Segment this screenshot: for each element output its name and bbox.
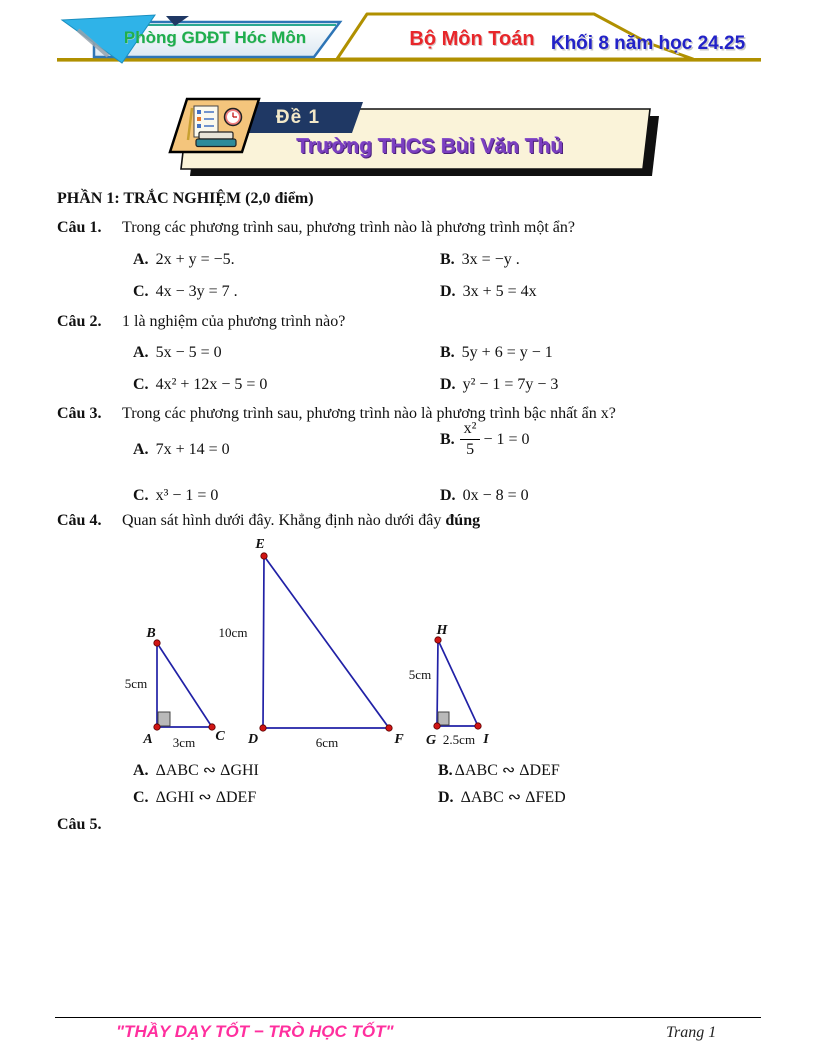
vertex-label-c: C bbox=[215, 729, 225, 744]
vertex-label-b: B bbox=[146, 626, 156, 641]
triangle-edges bbox=[157, 556, 478, 728]
question-4-label: Câu 4. bbox=[57, 512, 102, 529]
subject-banner-label: Bộ Môn Toán bbox=[409, 28, 535, 50]
option-letter: D. bbox=[440, 487, 456, 504]
question-4-option-d bbox=[438, 787, 566, 807]
question-1-option-b bbox=[440, 251, 520, 269]
grade-banner-label: Khối 8 năm học 24.25 bbox=[550, 33, 746, 54]
fraction-numerator: x² bbox=[460, 420, 481, 440]
section-heading: PHẦN 1: TRẮC NGHIỆM (2,0 điểm) bbox=[57, 190, 314, 207]
question-4-option-a bbox=[133, 760, 259, 780]
option-formula: − 1 = 0 bbox=[483, 430, 530, 448]
question-2-option-d bbox=[440, 376, 558, 394]
option-formula: ΔABC ∾ ΔDEF bbox=[454, 762, 560, 779]
option-letter: D. bbox=[438, 789, 454, 806]
right-angle-marker-g bbox=[438, 712, 449, 725]
option-letter: A. bbox=[133, 441, 149, 458]
vertex-dots bbox=[154, 553, 481, 731]
fraction bbox=[460, 420, 481, 460]
option-formula: ΔABC ∾ ΔGHI bbox=[155, 762, 259, 779]
question-4-text-bold: đúng bbox=[445, 512, 481, 529]
side-label-de: 10cm bbox=[218, 625, 248, 640]
option-formula: 4x² + 12x − 5 = 0 bbox=[155, 376, 268, 393]
question-3-option-d bbox=[440, 487, 529, 505]
footer-page-number: Trang 1 bbox=[666, 1024, 717, 1041]
side-label-df: 6cm bbox=[315, 735, 339, 750]
option-formula: y² − 1 = 7y − 3 bbox=[462, 376, 559, 393]
question-2-option-c bbox=[133, 376, 267, 394]
question-2-text: 1 là nghiệm của phương trình nào? bbox=[122, 313, 346, 330]
option-formula: 0x − 8 = 0 bbox=[462, 487, 529, 504]
vertex-label-d: D bbox=[247, 732, 259, 747]
option-letter: C. bbox=[133, 487, 149, 504]
question-2-option-a bbox=[133, 344, 222, 362]
option-formula: ΔABC ∾ ΔFED bbox=[460, 789, 566, 806]
vertex-label-e: E bbox=[255, 537, 265, 552]
question-1-text: Trong các phương trình sau, phương trình nào là phương trình một ẩn? bbox=[122, 219, 575, 236]
option-letter: B. bbox=[440, 344, 455, 361]
vertex-label-f: F bbox=[394, 732, 404, 747]
question-1-option-c bbox=[133, 283, 238, 301]
question-3-text: Trong các phương trình sau, phương trình nào là phương trình bậc nhất ẩn x? bbox=[122, 405, 616, 422]
question-1-option-d bbox=[440, 283, 537, 301]
option-formula: 2x + y = −5. bbox=[155, 251, 235, 268]
question-3-option-c bbox=[133, 487, 218, 505]
side-label-ab: 5cm bbox=[124, 676, 148, 691]
option-letter: C. bbox=[133, 789, 149, 806]
option-formula: 5x − 5 = 0 bbox=[155, 344, 222, 361]
option-letter: B. bbox=[440, 430, 455, 448]
option-formula: ΔGHI ∾ ΔDEF bbox=[155, 789, 257, 806]
option-formula: 5y + 6 = y − 1 bbox=[461, 344, 553, 361]
right-angle-marker-a bbox=[158, 712, 170, 726]
question-3-option-a bbox=[133, 441, 230, 459]
option-formula: x³ − 1 = 0 bbox=[155, 487, 219, 504]
option-letter: D. bbox=[440, 283, 456, 300]
side-label-gh: 5cm bbox=[408, 667, 432, 682]
question-4-option-b bbox=[438, 760, 560, 780]
school-name-label: Trường THCS Bùi Văn Thủ bbox=[296, 135, 564, 158]
question-2-option-b bbox=[440, 344, 553, 362]
question-3-label: Câu 3. bbox=[57, 405, 102, 422]
footer-divider bbox=[55, 1017, 761, 1018]
exam-number-label: Đề 1 bbox=[275, 107, 321, 128]
department-banner-label: Phòng GDĐT Hóc Môn bbox=[123, 28, 307, 47]
question-4-text-main: Quan sát hình dưới đây. Khẳng định nào dưới đây bbox=[122, 512, 446, 529]
side-label-gi: 2.5cm bbox=[442, 732, 476, 747]
question-5-label: Câu 5. bbox=[57, 816, 102, 833]
question-1-option-a bbox=[133, 251, 235, 269]
side-label-ac: 3cm bbox=[172, 735, 196, 750]
question-1-label: Câu 1. bbox=[57, 219, 102, 236]
option-formula: 3x = −y . bbox=[461, 251, 520, 268]
option-letter: B. bbox=[438, 762, 453, 779]
question-3-option-b bbox=[440, 420, 530, 460]
question-4-option-c bbox=[133, 787, 256, 807]
question-2-label: Câu 2. bbox=[57, 313, 102, 330]
footer-motto: "THẦY DẠY TỐT − TRÒ HỌC TỐT" bbox=[116, 1022, 394, 1041]
option-formula: 7x + 14 = 0 bbox=[155, 441, 230, 458]
option-letter: C. bbox=[133, 376, 149, 393]
option-letter: A. bbox=[133, 251, 149, 268]
vertex-label-i: I bbox=[483, 732, 489, 747]
option-formula: 4x − 3y = 7 . bbox=[155, 283, 238, 300]
triangles-figure bbox=[95, 525, 515, 760]
option-letter: D. bbox=[440, 376, 456, 393]
option-formula: 3x + 5 = 4x bbox=[462, 283, 537, 300]
vertex-label-h: H bbox=[436, 623, 448, 638]
vertex-label-a: A bbox=[143, 732, 153, 747]
option-letter: A. bbox=[133, 344, 149, 361]
vertex-label-g: G bbox=[425, 733, 437, 748]
option-letter: A. bbox=[133, 762, 149, 779]
option-letter: B. bbox=[440, 251, 455, 268]
fraction-denominator: 5 bbox=[466, 441, 475, 459]
option-letter: C. bbox=[133, 283, 149, 300]
